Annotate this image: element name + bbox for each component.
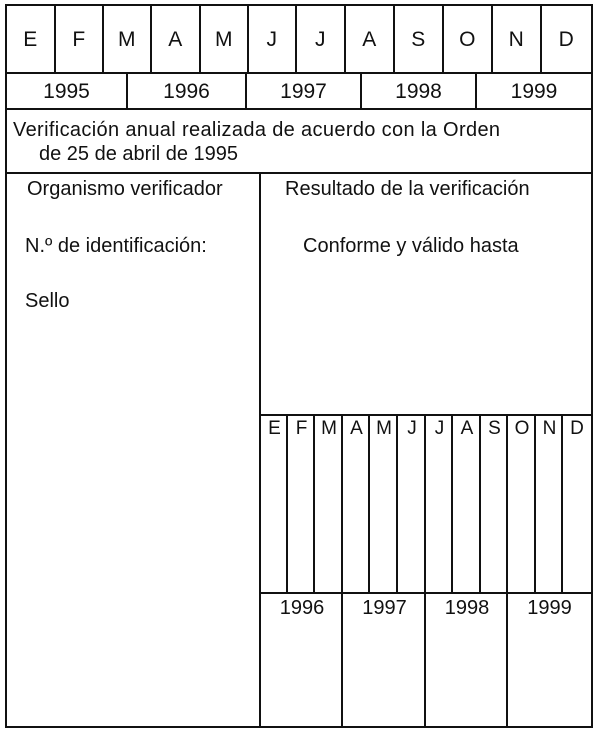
bottom-month-label: O (514, 418, 530, 439)
top-month-row (7, 6, 591, 74)
top-month-cell: A (152, 6, 201, 74)
divider (7, 108, 591, 110)
grid-line (451, 414, 453, 594)
top-month-cell: N (493, 6, 542, 74)
top-year-row (7, 74, 591, 110)
grid-line (424, 414, 426, 726)
top-year-cell: 1997 (247, 74, 362, 110)
top-month-cell: J (249, 6, 297, 74)
grid-line (313, 414, 315, 594)
valid-until-label: Conforme y válido hasta (303, 235, 519, 257)
bottom-month-row (261, 416, 591, 592)
divider (7, 172, 591, 174)
grid-line (506, 414, 508, 726)
divider (261, 592, 591, 594)
bottom-month-label: A (350, 418, 363, 439)
bottom-year-label: 1999 (527, 597, 572, 619)
top-month-cell: A (346, 6, 395, 74)
top-year-cell: 1999 (510, 80, 558, 103)
bottom-month-label: E (268, 418, 281, 439)
bottom-year-label: 1998 (444, 597, 490, 619)
bottom-month-label: M (321, 418, 337, 439)
top-month-cell: J (297, 6, 346, 74)
bottom-year-label: 1996 (279, 597, 325, 619)
bottom-month-label: D (570, 418, 584, 439)
top-month-cell: M (201, 6, 249, 74)
top-month-cell: F (56, 6, 104, 74)
bottom-month-label: A (460, 418, 474, 439)
grid-line (561, 414, 563, 594)
grid-line (479, 414, 481, 594)
top-year-cell: 1995 (7, 74, 128, 110)
bottom-month-label: M (376, 418, 392, 439)
notice-line-2: de 25 de abril de 1995 (39, 143, 239, 165)
bottom-month-label: N (542, 418, 557, 439)
grid-line (534, 414, 536, 594)
top-month-cell: D (558, 28, 575, 51)
bottom-month-label: J (434, 418, 445, 439)
grid-line (368, 414, 370, 594)
top-year-cell: 1998 (362, 74, 477, 110)
bottom-month-label: F (295, 418, 308, 439)
result-label: Resultado de la verificación (285, 178, 530, 200)
grid-line (341, 414, 343, 726)
verification-notice (13, 118, 589, 174)
top-month-cell: S (395, 6, 444, 74)
top-month-cell: M (104, 6, 152, 74)
identification-label: N.º de identificación: (25, 235, 207, 257)
organism-label: Organismo verificador (27, 178, 223, 200)
top-month-cell: O (444, 6, 493, 74)
verification-card (5, 4, 593, 728)
top-month-cell: E (7, 6, 56, 74)
top-year-cell: 1996 (128, 74, 247, 110)
seal-label: Sello (25, 290, 70, 312)
grid-line (396, 414, 398, 594)
grid-line (286, 414, 288, 594)
notice-line-1: Verificación anual realizada de acuerdo con la Orden (13, 119, 501, 141)
bottom-month-label: S (488, 418, 501, 439)
bottom-month-label: J (407, 418, 417, 439)
bottom-year-label: 1997 (362, 597, 407, 619)
